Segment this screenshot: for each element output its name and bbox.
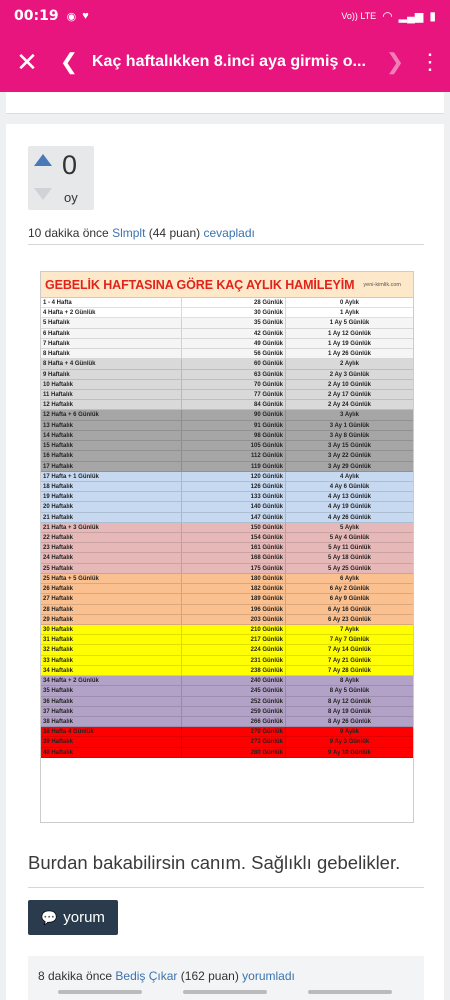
day-cell: 112 Günlük — [182, 451, 286, 460]
signal-icon: ▂▄▆ — [398, 10, 424, 23]
week-cell: 20 Haftalık — [41, 502, 182, 511]
day-cell: 231 Günlük — [182, 656, 286, 665]
day-cell: 252 Günlük — [182, 697, 286, 706]
table-row — [41, 584, 413, 594]
day-cell: 90 Günlük — [182, 410, 286, 419]
comment-button-label: yorum — [63, 909, 105, 926]
week-cell: 11 Haftalık — [41, 390, 182, 399]
week-cell: 32 Haftalık — [41, 645, 182, 654]
nav-recents[interactable] — [58, 990, 142, 994]
day-cell: 196 Günlük — [182, 605, 286, 614]
day-cell: 84 Günlük — [182, 400, 286, 409]
day-cell: 70 Günlük — [182, 380, 286, 389]
table-row — [41, 553, 413, 563]
day-cell: 28 Günlük — [182, 298, 286, 307]
week-cell: 34 Hafta + 2 Günlük — [41, 676, 182, 685]
comment-time: 8 dakika önce — [38, 969, 113, 983]
table-row — [41, 533, 413, 543]
divider — [28, 244, 424, 245]
month-cell: 1 Ay 5 Günlük — [329, 320, 370, 327]
day-cell: 77 Günlük — [182, 390, 286, 399]
month-cell: 8 Ay 26 Günlük — [328, 718, 371, 725]
comment-user-link[interactable]: Bediş Çıkar — [115, 969, 178, 983]
day-cell: 140 Günlük — [182, 502, 286, 511]
day-cell: 217 Günlük — [182, 635, 286, 644]
table-title: GEBELİK HAFTASINA GÖRE KAÇ AYLIK HAMİLEYİM — [45, 277, 355, 292]
table-row — [41, 482, 413, 492]
month-cell: 3 Ay 15 Günlük — [328, 443, 371, 450]
previous-card — [6, 92, 444, 114]
close-icon[interactable]: ✕ — [16, 47, 38, 77]
month-cell: 3 Aylık — [340, 412, 359, 419]
answer-action-link[interactable]: cevapladı — [203, 226, 255, 240]
week-cell: 12 Haftalık — [41, 400, 182, 409]
week-cell: 8 Hafta + 4 Günlük — [41, 359, 182, 368]
table-row — [41, 656, 413, 666]
vote-count: 0 — [62, 150, 78, 180]
downvote-icon[interactable] — [34, 188, 52, 200]
table-row — [41, 697, 413, 707]
week-cell: 31 Haftalık — [41, 635, 182, 644]
week-cell: 14 Haftalık — [41, 431, 182, 440]
vote-box — [28, 146, 94, 210]
day-cell: 133 Günlük — [182, 492, 286, 501]
day-cell: 119 Günlük — [182, 462, 286, 471]
week-cell: 26 Haftalık — [41, 584, 182, 593]
table-row — [41, 462, 413, 472]
table-row — [41, 615, 413, 625]
week-cell: 37 Haftalık — [41, 707, 182, 716]
day-cell: 238 Günlük — [182, 666, 286, 675]
table-row — [41, 421, 413, 431]
day-cell: 280 Günlük — [182, 748, 286, 757]
month-cell: 3 Ay 29 Günlük — [328, 463, 371, 470]
table-row — [41, 502, 413, 512]
week-cell: 8 Haftalık — [41, 349, 182, 358]
week-cell: 29 Haftalık — [41, 615, 182, 624]
week-cell: 7 Haftalık — [41, 339, 182, 348]
month-cell: 0 Aylık — [340, 300, 359, 306]
week-cell: 40 Haftalık — [41, 748, 182, 757]
comment-meta — [38, 969, 295, 983]
week-cell: 6 Haftalık — [41, 329, 182, 338]
day-cell: 60 Günlük — [182, 359, 286, 368]
table-row — [41, 410, 413, 420]
day-cell: 270 Günlük — [182, 727, 286, 736]
table-row — [41, 748, 413, 758]
table-row — [41, 441, 413, 451]
day-cell: 147 Günlük — [182, 513, 286, 522]
day-cell: 56 Günlük — [182, 349, 286, 358]
month-cell: 1 Ay 26 Günlük — [328, 351, 371, 358]
month-cell: 7 Ay 7 Günlük — [329, 637, 370, 644]
week-cell: 23 Haftalık — [41, 543, 182, 552]
table-row — [41, 737, 413, 747]
day-cell: 42 Günlük — [182, 329, 286, 338]
month-cell: 3 Ay 8 Günlük — [329, 432, 370, 439]
answer-card — [6, 124, 444, 1000]
week-cell: 25 Haftalık — [41, 564, 182, 573]
month-cell: 7 Ay 28 Günlük — [328, 667, 371, 674]
day-cell: 150 Günlük — [182, 523, 286, 532]
table-row — [41, 329, 413, 339]
week-cell: 16 Haftalık — [41, 451, 182, 460]
table-row — [41, 339, 413, 349]
month-cell: 9 Ay 3 Günlük — [329, 739, 370, 746]
table-row — [41, 318, 413, 328]
table-row — [41, 564, 413, 574]
month-cell: 2 Aylık — [340, 361, 359, 368]
table-row — [41, 727, 413, 737]
month-cell: 6 Aylık — [340, 575, 359, 582]
day-cell: 224 Günlük — [182, 645, 286, 654]
table-row — [41, 400, 413, 410]
week-cell: 39 Haftalık — [41, 737, 182, 746]
table-row — [41, 676, 413, 686]
week-cell: 5 Haftalık — [41, 318, 182, 327]
table-row — [41, 380, 413, 390]
month-cell: 6 Ay 16 Günlük — [328, 606, 371, 613]
week-cell: 1 - 4 Hafta — [41, 298, 182, 307]
week-cell: 17 Hafta + 1 Günlük — [41, 472, 182, 481]
table-row — [41, 717, 413, 727]
heart-icon: ♥ — [82, 9, 89, 22]
week-cell: 33 Haftalık — [41, 656, 182, 665]
status-bar — [0, 0, 450, 32]
day-cell: 266 Günlük — [182, 717, 286, 726]
table-row — [41, 605, 413, 615]
month-cell: 3 Ay 1 Günlük — [329, 422, 370, 429]
day-cell: 98 Günlük — [182, 431, 286, 440]
week-cell: 9 Haftalık — [41, 370, 182, 379]
day-cell: 91 Günlük — [182, 421, 286, 430]
table-header — [41, 272, 413, 298]
week-cell: 34 Haftalık — [41, 666, 182, 675]
week-cell: 27 Haftalık — [41, 594, 182, 603]
answer-meta — [28, 226, 255, 240]
table-row — [41, 472, 413, 482]
month-cell: 4 Ay 26 Günlük — [328, 514, 371, 521]
table-row — [41, 349, 413, 359]
day-cell: 168 Günlük — [182, 553, 286, 562]
week-cell: 12 Hafta + 6 Günlük — [41, 410, 182, 419]
month-cell: 5 Aylık — [340, 524, 359, 531]
answer-user-link[interactable]: Slmplt — [112, 226, 146, 240]
table-row — [41, 431, 413, 441]
answer-text: Burdan bakabilirsin canım. Sağlıklı gebelikler. — [28, 852, 401, 873]
month-cell: 4 Aylık — [340, 473, 359, 480]
table-row — [41, 298, 413, 308]
month-cell: 5 Ay 25 Günlük — [328, 565, 371, 572]
day-cell: 175 Günlük — [182, 564, 286, 573]
table-row — [41, 645, 413, 655]
comment-action-link[interactable]: yorumladı — [242, 969, 295, 983]
month-cell: 4 Ay 19 Günlük — [328, 504, 371, 511]
day-cell: 240 Günlük — [182, 676, 286, 685]
month-cell: 6 Ay 9 Günlük — [329, 596, 370, 603]
table-row — [41, 492, 413, 502]
day-cell: 105 Günlük — [182, 441, 286, 450]
month-cell: 5 Ay 18 Günlük — [328, 555, 371, 562]
week-cell: 36 Haftalık — [41, 697, 182, 706]
month-cell: 5 Ay 4 Günlük — [329, 535, 370, 542]
month-cell: 8 Ay 5 Günlük — [329, 688, 370, 695]
table-row — [41, 666, 413, 676]
table-row — [41, 513, 413, 523]
week-cell: 38 Hafta 4 Günlük — [41, 727, 182, 736]
pregnancy-table-image — [40, 271, 414, 823]
day-cell: 63 Günlük — [182, 370, 286, 379]
month-cell: 2 Ay 17 Günlük — [328, 391, 371, 398]
day-cell: 49 Günlük — [182, 339, 286, 348]
day-cell: 182 Günlük — [182, 584, 286, 593]
table-row — [41, 370, 413, 380]
month-cell: 3 Ay 22 Günlük — [328, 453, 371, 460]
month-cell: 1 Aylık — [340, 310, 359, 317]
week-cell: 13 Haftalık — [41, 421, 182, 430]
month-cell: 1 Ay 12 Günlük — [328, 330, 371, 337]
page-title: Kaç haftalıkken 8.inci aya girmiş o... — [92, 53, 366, 70]
week-cell: 19 Haftalık — [41, 492, 182, 501]
week-cell: 4 Hafta + 2 Günlük — [41, 308, 182, 317]
month-cell: 1 Ay 19 Günlük — [328, 340, 371, 347]
table-row — [41, 686, 413, 696]
table-row — [41, 625, 413, 635]
month-cell: 6 Ay 23 Günlük — [328, 616, 371, 623]
back-arrow-icon[interactable]: ❮ — [59, 49, 79, 74]
week-cell: 22 Haftalık — [41, 533, 182, 542]
more-vert-icon[interactable]: ⋮ — [419, 49, 441, 74]
day-cell: 161 Günlük — [182, 543, 286, 552]
day-cell: 203 Günlük — [182, 615, 286, 624]
day-cell: 126 Günlük — [182, 482, 286, 491]
week-cell: 25 Hafta + 5 Günlük — [41, 574, 182, 583]
day-cell: 154 Günlük — [182, 533, 286, 542]
chrome-icon: ◉ — [66, 10, 77, 23]
speech-bubble-icon: 💬 — [41, 909, 58, 925]
week-cell: 35 Haftalık — [41, 686, 182, 695]
day-cell: 210 Günlük — [182, 625, 286, 634]
week-cell: 21 Hafta + 3 Günlük — [41, 523, 182, 532]
table-row — [41, 359, 413, 369]
status-time: 00:19 — [14, 8, 59, 24]
day-cell: 35 Günlük — [182, 318, 286, 327]
day-cell: 273 Günlük — [182, 737, 286, 746]
wifi-icon: ◠ — [382, 9, 393, 23]
month-cell: 8 Aylık — [340, 678, 359, 685]
comment-button[interactable] — [28, 900, 118, 935]
divider — [28, 887, 424, 888]
month-cell: 2 Ay 24 Günlük — [328, 402, 371, 409]
answer-points: (44 puan) — [148, 226, 201, 240]
table-rows — [41, 298, 413, 758]
status-icons-right — [341, 9, 436, 23]
table-brand: yeni-kimlik.com — [363, 281, 401, 288]
table-row — [41, 451, 413, 461]
month-cell: 6 Ay 2 Günlük — [329, 586, 370, 593]
week-cell: 15 Haftalık — [41, 441, 182, 450]
answer-time: 10 dakika önce — [28, 226, 109, 240]
comment-points: (162 puan) — [180, 969, 239, 983]
battery-icon: ▮ — [429, 9, 436, 23]
table-row — [41, 574, 413, 584]
app-bar — [0, 32, 450, 92]
week-cell: 24 Haftalık — [41, 553, 182, 562]
month-cell: 2 Ay 10 Günlük — [328, 381, 371, 388]
table-row — [41, 594, 413, 604]
status-icons-left — [67, 10, 89, 23]
table-row — [41, 523, 413, 533]
month-cell: 2 Ay 3 Günlük — [329, 371, 370, 378]
vote-label: oy — [64, 190, 78, 205]
upvote-icon[interactable] — [34, 154, 52, 166]
month-cell: 5 Ay 11 Günlük — [328, 545, 371, 552]
month-cell: 9 Aylık — [340, 729, 359, 736]
week-cell: 10 Haftalık — [41, 380, 182, 389]
month-cell: 7 Ay 21 Günlük — [328, 657, 371, 664]
forward-arrow-icon[interactable]: ❯ — [385, 49, 405, 74]
day-cell: 120 Günlük — [182, 472, 286, 481]
carrier-label: Vo)) LTE — [341, 11, 377, 21]
month-cell: 8 Ay 19 Günlük — [328, 708, 371, 715]
week-cell: 21 Haftalık — [41, 513, 182, 522]
table-row — [41, 390, 413, 400]
month-cell: 8 Ay 12 Günlük — [328, 698, 371, 705]
nav-back[interactable] — [308, 990, 392, 994]
week-cell: 38 Haftalık — [41, 717, 182, 726]
day-cell: 189 Günlük — [182, 594, 286, 603]
month-cell: 4 Ay 13 Günlük — [328, 494, 371, 501]
table-row — [41, 707, 413, 717]
week-cell: 28 Haftalık — [41, 605, 182, 614]
month-cell: 4 Ay 6 Günlük — [329, 483, 370, 490]
week-cell: 17 Haftalık — [41, 462, 182, 471]
day-cell: 259 Günlük — [182, 707, 286, 716]
nav-home[interactable] — [183, 990, 267, 994]
week-cell: 30 Haftalık — [41, 625, 182, 634]
week-cell: 18 Haftalık — [41, 482, 182, 491]
month-cell: 7 Ay 14 Günlük — [328, 647, 371, 654]
table-row — [41, 308, 413, 318]
month-cell: 7 Aylık — [340, 627, 359, 633]
day-cell: 30 Günlük — [182, 308, 286, 317]
day-cell: 180 Günlük — [182, 574, 286, 583]
table-row — [41, 543, 413, 553]
table-row — [41, 635, 413, 645]
month-cell: 9 Ay 10 Günlük — [328, 749, 371, 756]
day-cell: 245 Günlük — [182, 686, 286, 695]
